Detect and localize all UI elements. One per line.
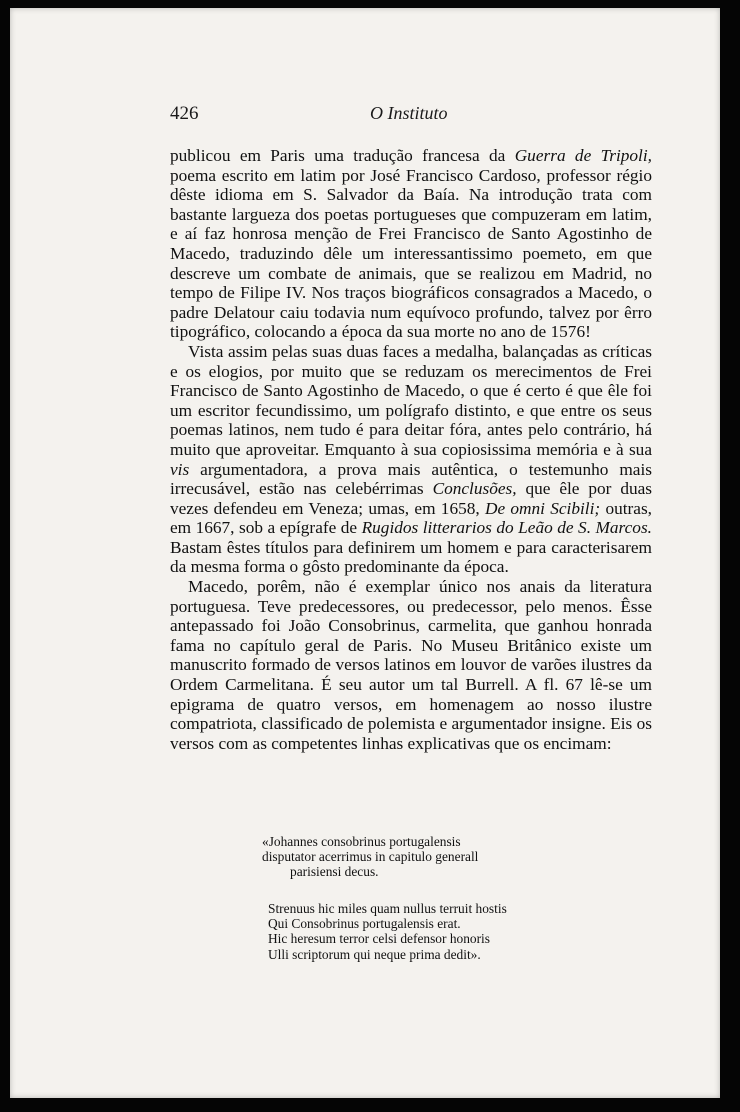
verse-line: Ulli scriptorum qui neque prima dedit». bbox=[268, 946, 481, 962]
italic-title: vis bbox=[170, 459, 190, 479]
quote-line: disputator acerrimus in capitulo generall bbox=[262, 849, 479, 865]
paragraph bbox=[170, 577, 652, 753]
page-header bbox=[170, 103, 640, 127]
text-run: Bastam êstes títulos para definirem um homem e para caracterisarem da mesma forma o gôsto predominante da época. bbox=[170, 537, 652, 577]
running-title: O Instituto bbox=[370, 103, 448, 123]
italic-title: Conclusões, bbox=[432, 479, 517, 499]
verse-line: Strenuus hic miles quam nullus terruit hostis bbox=[268, 901, 507, 916]
text-run: outras, em 1667, sob a epígrafe de bbox=[170, 498, 653, 538]
quote-line: «Johannes consobrinus portugalensis bbox=[262, 834, 461, 849]
text-run: argumentadora, a prova mais autêntica, o testemunho mais irrecusável, estão nas celebérrimas bbox=[170, 459, 652, 499]
text-run: Macedo, porêm, não é exemplar único nos anais da literatura portuguesa. Teve predecessores, ou predecessor, pelo menos. Êsse antepassado foi João Consobrinus, carmelita, que ganhou honrada fama no capítulo geral de Paris. No Museu Britânico existe um manuscrito formado de versos latinos em louvor de varões ilustres da Ordem Carmelitana. É seu autor um tal Burrell. A fl. 67 lê-se um epigrama de quatro versos, em homenagem ao nosso ilustre compatriota, classificado de polemista e argumentador insigne. Eis os versos com as competentes linhas explicativas que os encimam: bbox=[170, 577, 652, 753]
quote-verse bbox=[268, 901, 618, 962]
italic-title: Guerra de Tripoli, bbox=[514, 146, 652, 165]
verse-line: Hic heresum terror celsi defensor honoris bbox=[268, 931, 490, 947]
book-page bbox=[10, 8, 720, 1098]
page-number: 426 bbox=[170, 103, 199, 124]
quote-line: parisiensi decus. bbox=[290, 864, 379, 880]
verse-line: Qui Consobrinus portugalensis erat. bbox=[268, 916, 461, 932]
paragraph bbox=[170, 146, 652, 342]
italic-title: De omni Scibili; bbox=[484, 498, 601, 518]
text-run: poema escrito em latim por José Francisco Cardoso, professor régio dêste idioma em S. Salvador da Baía. Na introdução trata com bastante largueza dos poetas portugueses que compuzeram em latim, e aí faz honrosa menção de Frei Francisco de Santo Agostinho de Macedo, traduzindo dêle um interessantissimo poemeto, em que descreve um combate de animais, que se realizou em Madrid, no tempo de Filipe IV. Nos traços biográficos consagrados a Macedo, o padre Delatour caiu todavia num equívoco profundo, talvez por êrro tipográfico, colocando a época da sua morte no ano de 1576! bbox=[170, 165, 652, 342]
body-text bbox=[170, 146, 652, 753]
italic-title: Rugidos litterarios do Leão de S. Marcos. bbox=[361, 518, 652, 538]
quote-prose bbox=[262, 834, 612, 880]
text-run: publicou em Paris uma tradução francesa da bbox=[170, 146, 515, 165]
text-run: que êle por duas vezes defendeu em Veneza; umas, em 1658, bbox=[170, 479, 653, 518]
text-run: Vista assim pelas suas duas faces a medalha, balançadas as críticas e os elogios, por muito que se reduzam os merecimentos de Frei Francisco de Santo Agostinho de Macedo, o que é certo é que êle foi um escritor fecundissimo, um polígrafo distinto, e que entre os seus poemas latinos, nem tudo é para deitar fóra, antes pelo contrário, há muito que aproveitar. Emquanto à sua copiosissima memória e à sua bbox=[170, 341, 652, 459]
paragraph bbox=[170, 342, 652, 577]
